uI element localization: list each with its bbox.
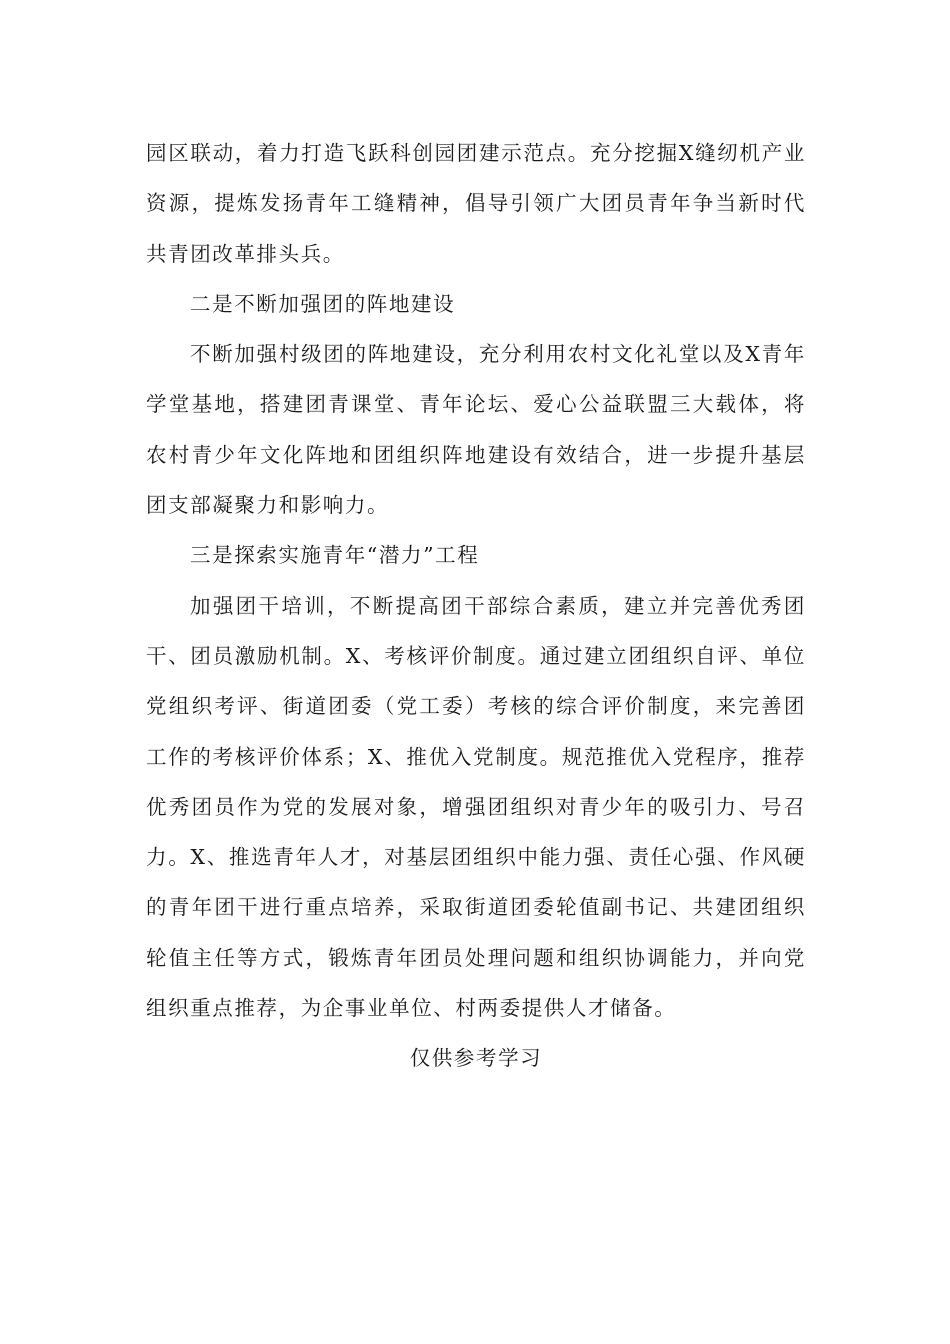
section-heading-3: 三是探索实施青年“潜力”工程: [190, 543, 480, 568]
paragraph-potential-project: 加强团干培训，不断提高团干部综合素质，建立并完善优秀团干、团员激励机制。X、考核评价制度。通过建立团组织自评、单位党组织考评、街道团委（党工委）考核的综合评价制度，来完善团工作的考核评价体系；X、推优入党制度。规范推优入党程序，推荐优秀团员作为党的发展对象，增强团组织对青少年的吸引力、号召力。X、推选青年人才，对基层团组织中能力强、责任心强、作风硬的青年团干进行重点培养，采取街道团委轮值副书记、共建团组织轮值主任等方式，锻炼青年团员处理问题和组织协调能力，并向党组织重点推荐，为企事业单位、村两委提供人才储备。: [146, 593, 806, 1021]
section-heading-2: 二是不断加强团的阵地建设: [190, 291, 456, 316]
paragraph-continuation: 园区联动，着力打造飞跃科创园团建示范点。充分挖掘X缝纫机产业资源，提炼发扬青年工缝精神，倡导引领广大团员青年争当新时代共青团改革排头兵。: [146, 141, 806, 266]
paragraph-position-building: 不断加强村级团的阵地建设，充分利用农村文化礼堂以及X青年学堂基地，搭建团青课堂、青年论坛、爱心公益联盟三大载体，将农村青少年文化阵地和团组织阵地建设有效结合，进一步提升基层团支部凝聚力和影响力。: [146, 342, 806, 518]
document-body: [146, 128, 806, 1084]
reference-note: 仅供参考学习: [409, 1046, 543, 1071]
